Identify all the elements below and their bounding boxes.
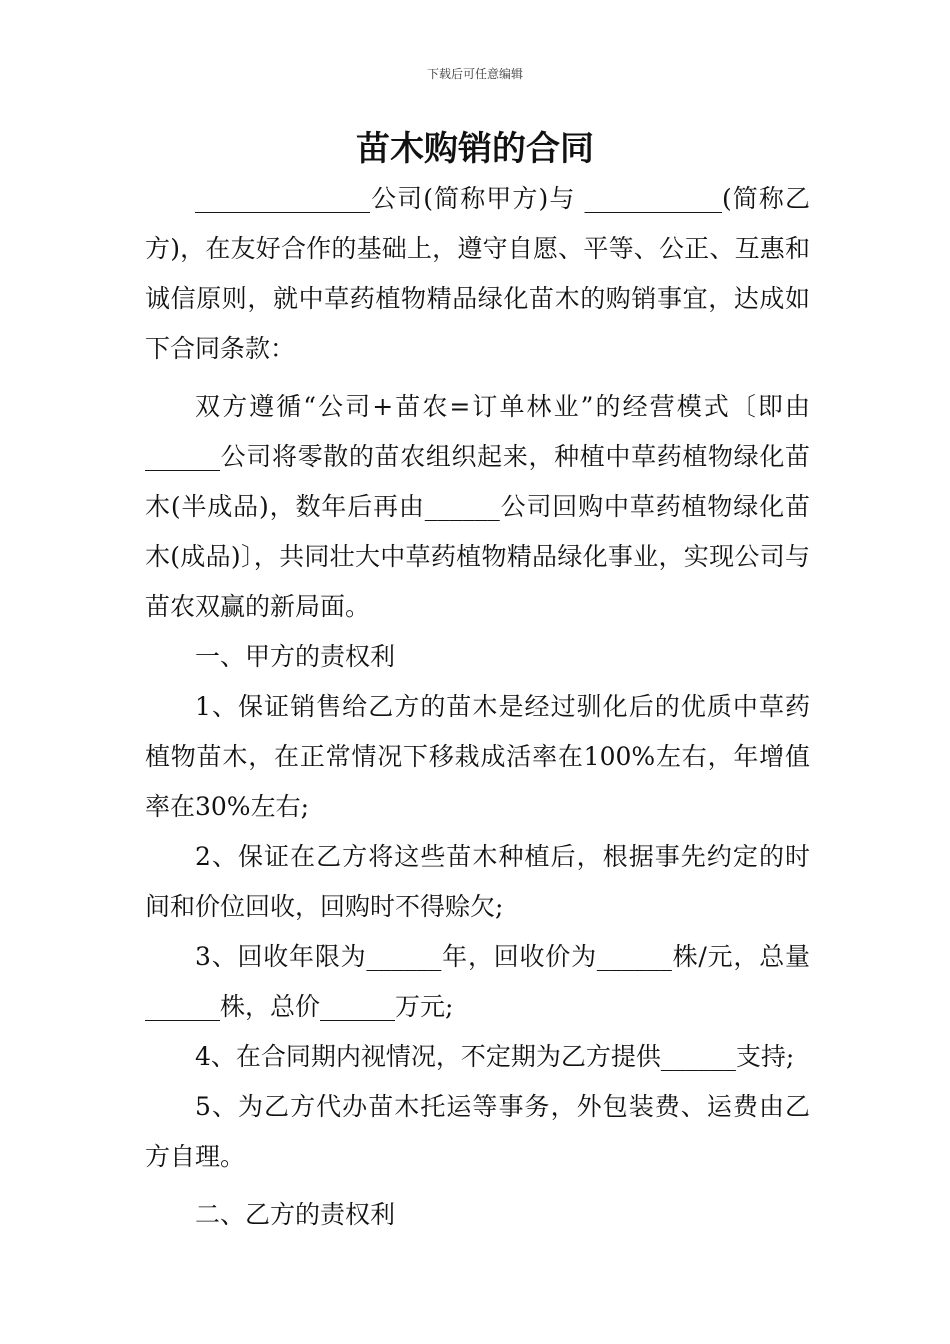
section-heading-party-b: 二、乙方的责权利 — [195, 1200, 396, 1229]
clause-a-1: 1、保证销售给乙方的苗木是经过驯化后的优质中草药植物苗木，在正常情况下移栽成活率在100%左右，年增值率在30%左右; — [145, 692, 810, 821]
section-heading-party-a: 一、甲方的责权利 — [195, 642, 396, 671]
document-body — [145, 174, 810, 1240]
paragraph-model: 双方遵循“公司+苗农=订单林业”的经营模式〔即由______公司将零散的苗农组织起来，种植中草药植物绿化苗木(半成品)，数年后再由______公司回购中草药植物绿化苗木(成品)〕，共同壮大中草药植物精品绿化事业，实现公司与苗农双赢的新局面。 — [145, 392, 810, 621]
header-note: 下载后可任意编辑 — [426, 67, 523, 81]
clause-a-4: 4、在合同期内视情况，不定期为乙方提供______支持; — [195, 1042, 795, 1071]
clause-a-5: 5、为乙方代办苗木托运等事务，外包装费、运费由乙方自理。 — [145, 1092, 810, 1171]
document-title: 苗木购销的合同 — [356, 129, 594, 169]
paragraph-intro: ______________公司(简称甲方)与 ___________(简称乙方)，在友好合作的基础上，遵守自愿、平等、公正、互惠和诚信原则，就中草药植物精品绿化苗木的购销事宜，达成如下合同条款： — [145, 184, 810, 363]
clause-a-3: 3、回收年限为______年，回收价为______株/元，总量______株，总价______万元; — [145, 942, 810, 1021]
clause-a-2: 2、保证在乙方将这些苗木种植后，根据事先约定的时间和价位回收，回购时不得赊欠; — [145, 842, 810, 921]
